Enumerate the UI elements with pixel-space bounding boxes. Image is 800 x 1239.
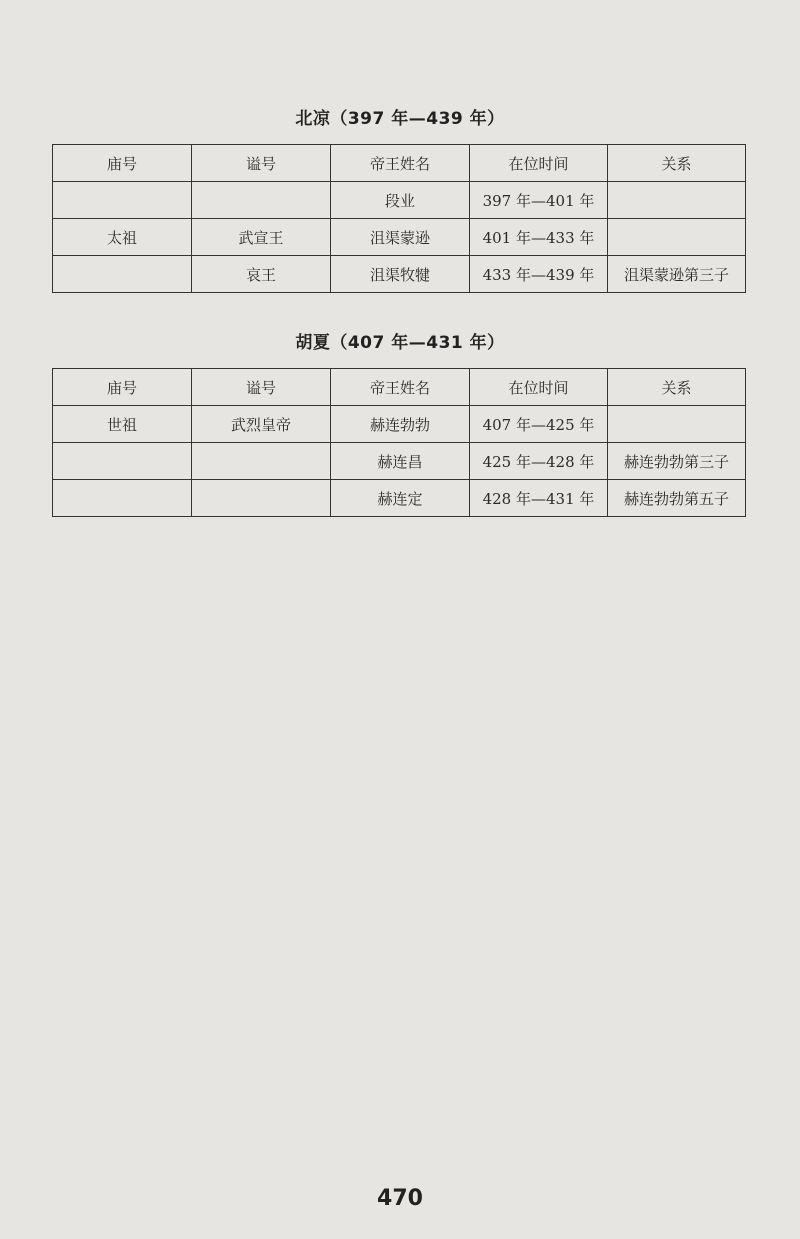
header-ruler-name: 帝王姓名 bbox=[331, 145, 470, 182]
table-title-huxia: 胡夏（407 年—431 年） bbox=[295, 333, 505, 353]
cell-relation: 赫连勃勃第五子 bbox=[608, 480, 746, 517]
cell-relation bbox=[608, 182, 746, 219]
table-row bbox=[53, 406, 746, 443]
cell-ruler-name: 赫连昌 bbox=[331, 443, 470, 480]
header-reign-period: 在位时间 bbox=[470, 369, 608, 406]
cell-temple-name bbox=[53, 256, 192, 293]
cell-ruler-name: 赫连勃勃 bbox=[331, 406, 470, 443]
cell-posthumous-name: 武烈皇帝 bbox=[192, 406, 331, 443]
cell-temple-name: 世祖 bbox=[53, 406, 192, 443]
cell-reign-period: 425 年—428 年 bbox=[470, 443, 608, 480]
header-temple-name: 庙号 bbox=[53, 369, 192, 406]
table-row bbox=[53, 219, 746, 256]
header-posthumous-name: 谥号 bbox=[192, 145, 331, 182]
header-temple-name: 庙号 bbox=[53, 145, 192, 182]
header-reign-period: 在位时间 bbox=[470, 145, 608, 182]
cell-posthumous-name: 哀王 bbox=[192, 256, 331, 293]
cell-temple-name: 太祖 bbox=[53, 219, 192, 256]
cell-relation: 沮渠蒙逊第三子 bbox=[608, 256, 746, 293]
table-row bbox=[53, 256, 746, 293]
header-relation: 关系 bbox=[608, 145, 746, 182]
table-row bbox=[53, 182, 746, 219]
cell-relation: 赫连勃勃第三子 bbox=[608, 443, 746, 480]
table-row bbox=[53, 480, 746, 517]
table-title-beiliang: 北凉（397 年—439 年） bbox=[295, 109, 505, 129]
cell-reign-period: 397 年—401 年 bbox=[470, 182, 608, 219]
cell-temple-name bbox=[53, 182, 192, 219]
cell-relation bbox=[608, 406, 746, 443]
table-row bbox=[53, 443, 746, 480]
cell-posthumous-name: 武宣王 bbox=[192, 219, 331, 256]
table-header-row bbox=[53, 145, 746, 182]
cell-relation bbox=[608, 219, 746, 256]
table-header-row bbox=[53, 369, 746, 406]
cell-temple-name bbox=[53, 443, 192, 480]
dynasty-table-huxia bbox=[52, 368, 746, 517]
cell-ruler-name: 赫连定 bbox=[331, 480, 470, 517]
cell-ruler-name: 沮渠蒙逊 bbox=[331, 219, 470, 256]
cell-ruler-name: 沮渠牧犍 bbox=[331, 256, 470, 293]
header-ruler-name: 帝王姓名 bbox=[331, 369, 470, 406]
dynasty-table-beiliang bbox=[52, 144, 746, 293]
cell-reign-period: 433 年—439 年 bbox=[470, 256, 608, 293]
cell-ruler-name: 段业 bbox=[331, 182, 470, 219]
cell-reign-period: 401 年—433 年 bbox=[470, 219, 608, 256]
cell-posthumous-name bbox=[192, 480, 331, 517]
cell-temple-name bbox=[53, 480, 192, 517]
header-relation: 关系 bbox=[608, 369, 746, 406]
cell-posthumous-name bbox=[192, 182, 331, 219]
cell-reign-period: 428 年—431 年 bbox=[470, 480, 608, 517]
header-posthumous-name: 谥号 bbox=[192, 369, 331, 406]
cell-reign-period: 407 年—425 年 bbox=[470, 406, 608, 443]
cell-posthumous-name bbox=[192, 443, 331, 480]
page-number: 470 bbox=[377, 1186, 423, 1211]
